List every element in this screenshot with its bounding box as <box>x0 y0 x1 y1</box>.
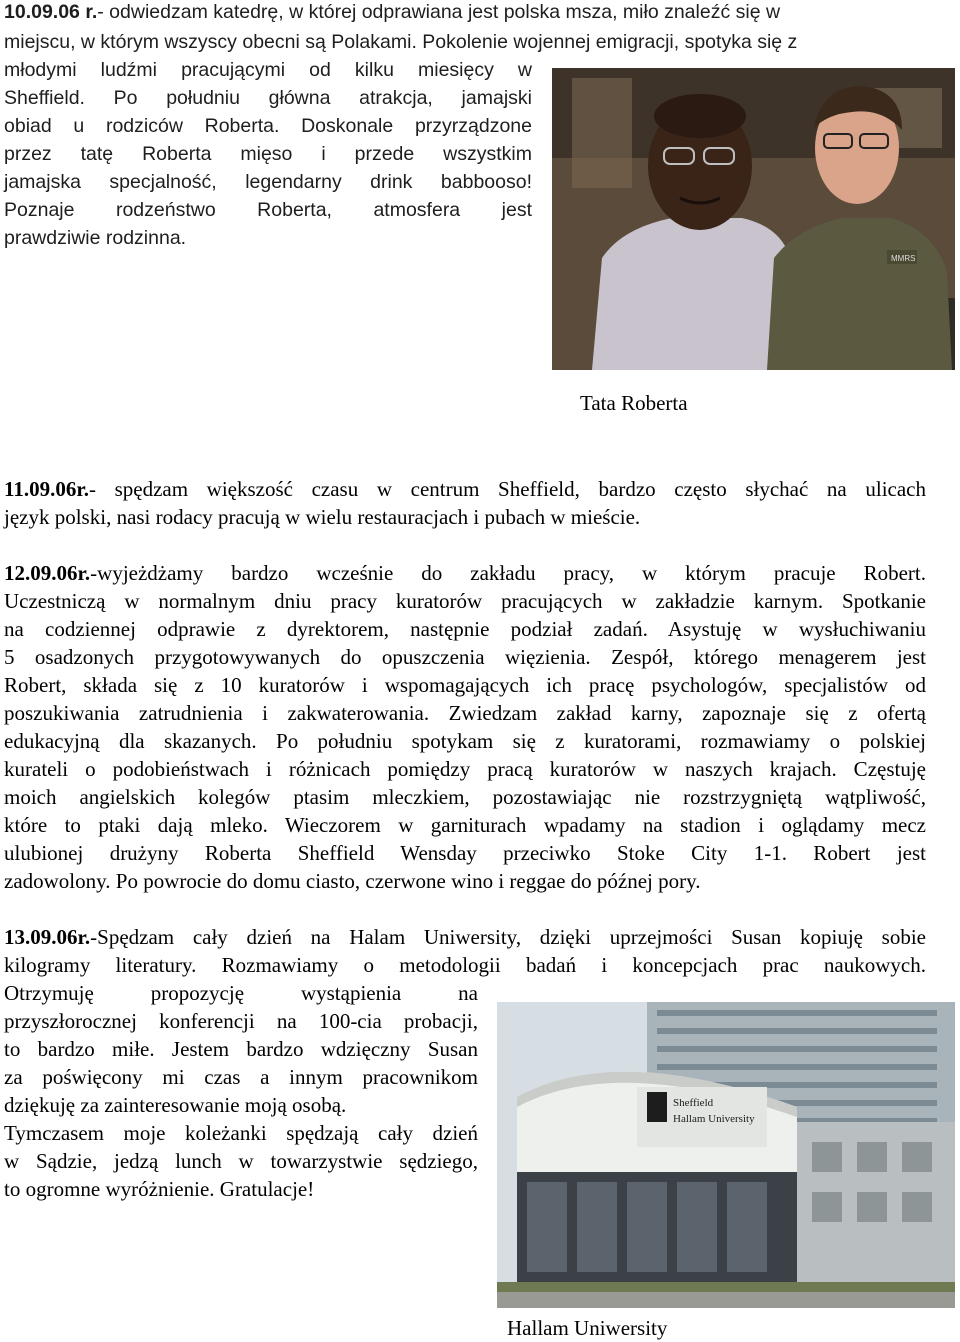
entry-1-line: miejscu, w którym wszyscy obecni są Polakami. Pokolenie wojennej emigracji, spotyka się z <box>4 31 798 53</box>
entry-4-line: Otrzymuję propozycję wystąpienia na <box>4 981 478 1005</box>
entry-3-line: zadowolony. Po powrocie do domu ciasto, czerwone wino i reggae do późnej pory. <box>4 869 701 893</box>
entry-3-date: 12.09.06r. <box>4 561 91 585</box>
photo-tata-roberta <box>552 68 955 370</box>
entry-1-line: młodymi ludźmi pracującymi od kilku miesięcy w <box>4 59 532 81</box>
entry-3-line: które to ptaki dają mleko. Wieczorem w garniturach wpadamy na stadion i oglądamy mecz <box>4 813 926 837</box>
entry-3-line: ulubionej drużyny Roberta Sheffield Wensday przeciwko Stoke City 1-1. Robert jest <box>4 841 926 865</box>
entry-3-text: -wyjeżdżamy bardzo wcześnie do zakładu pracy, w którym pracuje Robert. <box>90 561 926 585</box>
shirt-badge-text: MMRS <box>891 254 916 263</box>
entry-1-line: Sheffield. Po południu główna atrakcja, jamajski <box>4 87 532 109</box>
photo-hallam-university <box>497 1002 955 1308</box>
entry-3-line: moich angielskich kolegów ptasim mleczkiem, pozostawiając nie rozstrzygniętą wątpliwość, <box>4 785 926 809</box>
entry-1-line: Poznaje rodzeństwo Roberta, atmosfera jest <box>4 199 532 221</box>
entry-4-line: to ogromne wyróżnienie. Gratulacje! <box>4 1177 315 1201</box>
entry-4-text: -Spędzam cały dzień na Halam Uniwersity, dzięki uprzejmości Susan kopiuję sobie <box>90 925 926 949</box>
entry-4-line: dziękuję za zainteresowanie moją osobą. <box>4 1093 347 1117</box>
entry-1-line-1 <box>4 0 780 26</box>
sign-text-line-2: Hallam University <box>673 1113 755 1125</box>
entry-4-line: przyszłorocznej konferencji na 100-cia probacji, <box>4 1009 478 1033</box>
entry-4-date: 13.09.06r. <box>4 925 91 949</box>
entry-3-line: edukacyjną dla skazanych. Po południu spotykam się z kuratorami, rozmawiamy o polskiej <box>4 729 926 753</box>
entry-4-line: Tymczasem moje koleżanki spędzają cały dzień <box>4 1121 478 1145</box>
entry-1-line: prawdziwie rodzinna. <box>4 227 187 249</box>
entry-4-line: to bardzo miłe. Jestem bardzo wdzięczny Susan <box>4 1037 478 1061</box>
entry-3-line: Robert, składa się z 10 kuratorów i wspomagających ich pracę psychologów, specjalistów od <box>4 673 926 697</box>
entry-3-line: 5 osadzonych przygotowywanych do opuszczenia więzienia. Zespół, którego menagerem jest <box>4 645 926 669</box>
entry-2-line: język polski, nasi rodacy pracują w wielu restauracjach i pubach w mieście. <box>4 505 641 529</box>
entry-1-line: jamajska specjalność, legendarny drink babbooso! <box>4 171 532 193</box>
photo-1-caption: Tata Roberta <box>580 391 688 415</box>
entry-4-line-1 <box>4 923 926 951</box>
entry-1-line: przez tatę Roberta mięso i przede wszystkim <box>4 143 532 165</box>
entry-3-line-1 <box>4 559 926 587</box>
entry-2-line-1 <box>4 475 926 503</box>
entry-3-line: kurateli o podobieństwach i różnicach pomiędzy pracą kuratorów w naszych krajach. Częstuję <box>4 757 926 781</box>
entry-4-line: w Sądzie, jedzą lunch w towarzystwie sędziego, <box>4 1149 478 1173</box>
entry-1-text: - odwiedzam katedrę, w której odprawiana jest polska msza, miło znaleźć się w <box>97 1 781 23</box>
entry-2-text: - spędzam większość czasu w centrum Sheffield, bardzo często słychać na ulicach <box>88 477 926 501</box>
entry-2-date: 11.09.06r. <box>4 477 89 501</box>
entry-3-line: poszukiwania zatrudnienia i zakwaterowania. Zwiedzam zakład karny, zapoznaje się z ofertą <box>4 701 926 725</box>
entry-1-line: obiad u rodziców Roberta. Doskonale przyrządzone <box>4 115 532 137</box>
photo-2-caption: Hallam Uniwersity <box>507 1316 668 1340</box>
entry-1-date: 10.09.06 r. <box>4 1 98 23</box>
entry-4-line: kilogramy literatury. Rozmawiamy o metodologii badań i koncepcjach prac naukowych. <box>4 953 926 977</box>
entry-3-line: Uczestniczą w normalnym dniu pracy kuratorów pracujących w zakładzie karnym. Spotkanie <box>4 589 926 613</box>
entry-3-line: na codziennej odprawie z dyrektorem, następnie podział zadań. Asystuję w wysłuchiwaniu <box>4 617 926 641</box>
sign-text-line-1: Sheffield <box>673 1097 714 1109</box>
entry-4-line: za poświęcony mi czas a innym pracownikom <box>4 1065 478 1089</box>
